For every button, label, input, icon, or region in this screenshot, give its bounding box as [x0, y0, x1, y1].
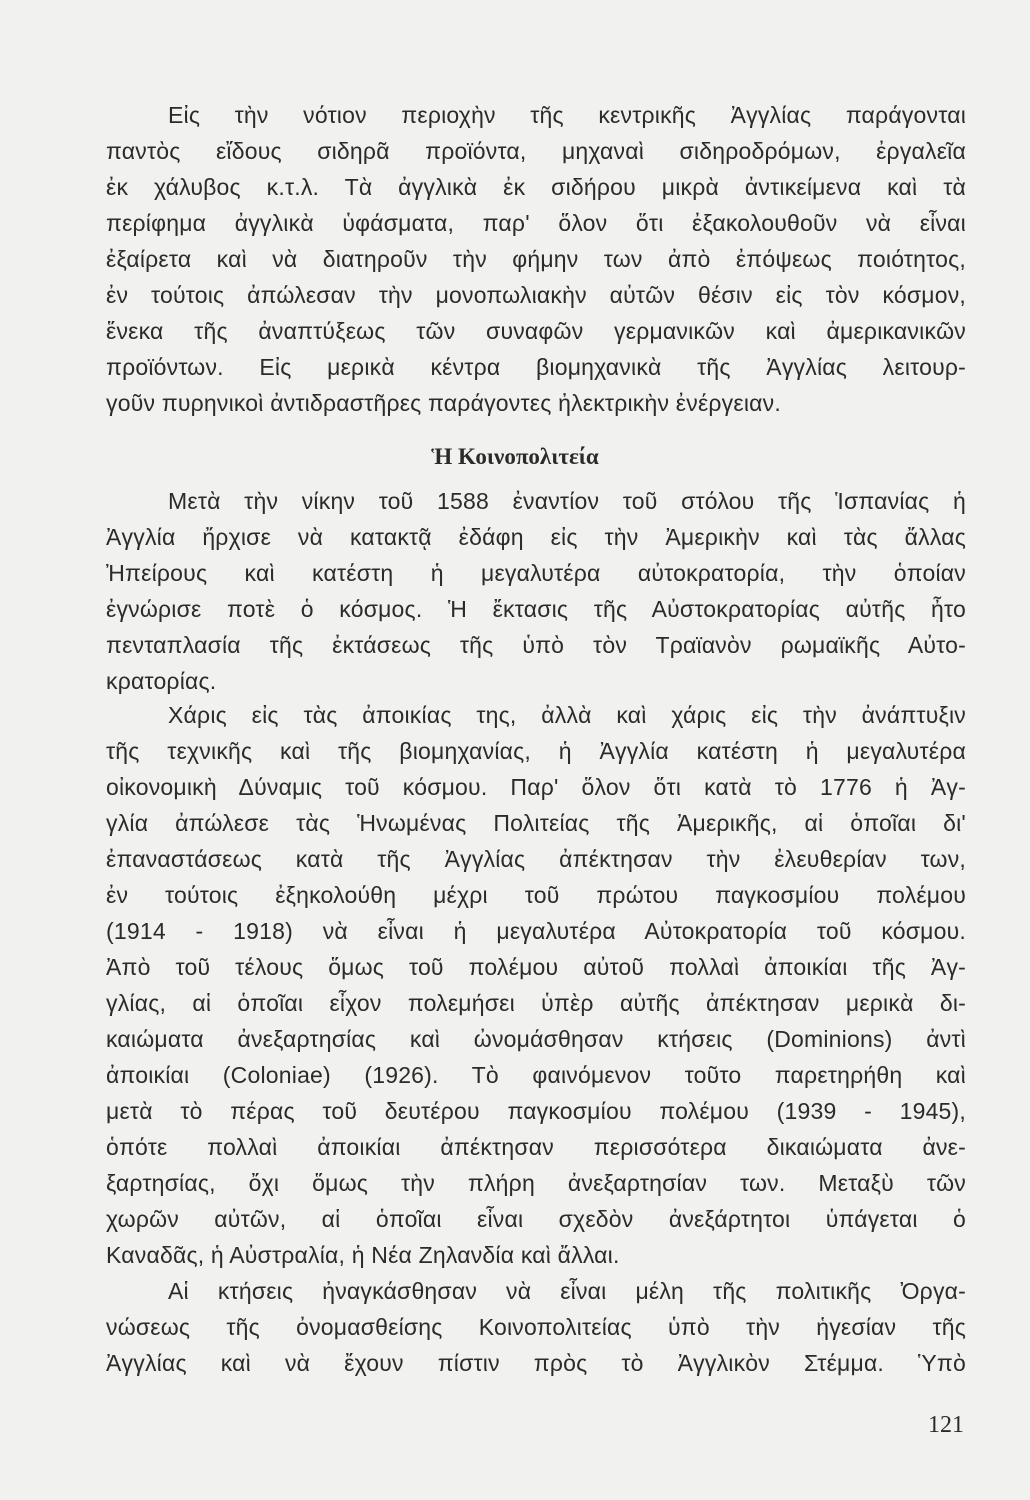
text-line: ἐν τούτοις ἀπώλεσαν τὴν μονοπωλιακὴν αὐτῶν θέσιν εἰς τὸν κόσμον,: [106, 282, 966, 308]
text-line: ἕνεκα τῆς ἀναπτύξεως τῶν συναφῶν γερμανικῶν καὶ ἀμερικανικῶν: [106, 318, 966, 344]
text-line: Εἰς τὴν νότιον περιοχὴν τῆς κεντρικῆς Ἀγγλίας παράγονται: [168, 102, 966, 128]
text-line: ἐξαίρετα καὶ νὰ διατηροῦν τὴν φήμην των ἀπὸ ἐπόψεως ποιότητος,: [106, 246, 966, 272]
text-line: ξαρτησίας, ὄχι ὅμως τὴν πλήρη ἀνεξαρτησίαν των. Μεταξὺ τῶν: [106, 1170, 966, 1196]
text-line: τῆς τεχνικῆς καὶ τῆς βιομηχανίας, ἡ Ἀγγλία κατέστη ἡ μεγαλυτέρα: [106, 738, 966, 764]
text-line: ἐπαναστάσεως κατὰ τῆς Ἀγγλίας ἀπέκτησαν τὴν ἐλευθερίαν των,: [106, 846, 966, 872]
text-line: οἰκονομικὴ Δύναμις τοῦ κόσμου. Παρ' ὅλον ὅτι κατὰ τὸ 1776 ἡ Ἀγ-: [106, 774, 966, 800]
section-heading: Ἡ Κοινοπολιτεία: [431, 444, 599, 469]
text-line: Ἀγγλίας καὶ νὰ ἔχουν πίστιν πρὸς τὸ Ἀγγλικὸν Στέμμα. Ὑπὸ: [106, 1350, 966, 1376]
text-line: γοῦν πυρηνικοὶ ἀντιδραστῆρες παράγοντες ἠλεκτρικὴν ἐνέργειαν.: [106, 390, 781, 416]
text-line: παντὸς εἴδους σιδηρᾶ προϊόντα, μηχαναὶ σιδηροδρόμων, ἐργαλεῖα: [106, 138, 966, 164]
text-line: γλίας, αἱ ὁποῖαι εἶχον πολεμήσει ὑπὲρ αὐτῆς ἀπέκτησαν μερικὰ δι-: [106, 990, 966, 1016]
text-line: χωρῶν αὐτῶν, αἱ ὁποῖαι εἶναι σχεδὸν ἀνεξάρτητοι ὑπάγεται ὁ: [106, 1206, 966, 1232]
text-line: γλία ἀπώλεσε τὰς Ἡνωμένας Πολιτείας τῆς Ἀμερικῆς, αἱ ὁποῖαι δι': [106, 810, 966, 836]
text-line: πενταπλασία τῆς ἐκτάσεως τῆς ὑπὸ τὸν Τραϊανὸν ρωμαϊκῆς Αὐτο-: [106, 632, 966, 658]
page-number: 121: [928, 1412, 964, 1438]
text-line: Καναδᾶς, ἡ Αὐστραλία, ἡ Νέα Ζηλανδία καὶ ἄλλαι.: [106, 1242, 620, 1268]
text-line: Ἀπὸ τοῦ τέλους ὅμως τοῦ πολέμου αὐτοῦ πολλαὶ ἀποικίαι τῆς Ἀγ-: [106, 954, 966, 980]
text-line: προϊόντων. Εἰς μερικὰ κέντρα βιομηχανικὰ τῆς Ἀγγλίας λειτουρ-: [106, 354, 966, 380]
text-line: Ἠπείρους καὶ κατέστη ἡ μεγαλυτέρα αὐτοκρατορία, τὴν ὁποίαν: [106, 560, 966, 586]
text-line: περίφημα ἀγγλικὰ ὑφάσματα, παρ' ὅλον ὅτι ἐξακολουθοῦν νὰ εἶναι: [106, 210, 966, 236]
text-line: Ἀγγλία ἤρχισε νὰ κατακτᾷ ἐδάφη εἰς τὴν Ἀμερικὴν καὶ τὰς ἄλλας: [106, 524, 966, 550]
text-line: Αἱ κτήσεις ἠναγκάσθησαν νὰ εἶναι μέλη τῆς πολιτικῆς Ὀργα-: [168, 1278, 966, 1304]
text-line: νώσεως τῆς ὀνομασθείσης Κοινοπολιτείας ὑπὸ τὴν ἡγεσίαν τῆς: [106, 1314, 966, 1340]
text-line: ἐκ χάλυβος κ.τ.λ. Τὰ ἀγγλικὰ ἐκ σιδήρου μικρὰ ἀντικείμενα καὶ τὰ: [106, 174, 966, 200]
text-line: (1914 - 1918) νὰ εἶναι ἡ μεγαλυτέρα Αὐτοκρατορία τοῦ κόσμου.: [106, 918, 966, 944]
text-line: ἐν τούτοις ἐξηκολούθη μέχρι τοῦ πρώτου παγκοσμίου πολέμου: [106, 882, 966, 908]
text-line: ὁπότε πολλαὶ ἀποικίαι ἀπέκτησαν περισσότερα δικαιώματα ἀνε-: [106, 1134, 966, 1160]
text-line: ἀποικίαι (Coloniae) (1926). Τὸ φαινόμενον τοῦτο παρετηρήθη καὶ: [106, 1062, 966, 1088]
text-line: ἐγνώρισε ποτὲ ὁ κόσμος. Ἡ ἔκτασις τῆς Αὐστοκρατορίας αὐτῆς ἦτο: [106, 596, 966, 622]
text-line: Μετὰ τὴν νίκην τοῦ 1588 ἐναντίον τοῦ στόλου τῆς Ἱσπανίας ἡ: [168, 488, 966, 514]
text-line: καιώματα ἀνεξαρτησίας καὶ ὠνομάσθησαν κτήσεις (Dominions) ἀντὶ: [106, 1026, 966, 1052]
text-line: κρατορίας.: [106, 668, 217, 694]
text-line: Χάρις εἰς τὰς ἀποικίας της, ἀλλὰ καὶ χάρις εἰς τὴν ἀνάπτυξιν: [168, 702, 966, 728]
text-line: μετὰ τὸ πέρας τοῦ δευτέρου παγκοσμίου πολέμου (1939 - 1945),: [106, 1098, 966, 1124]
